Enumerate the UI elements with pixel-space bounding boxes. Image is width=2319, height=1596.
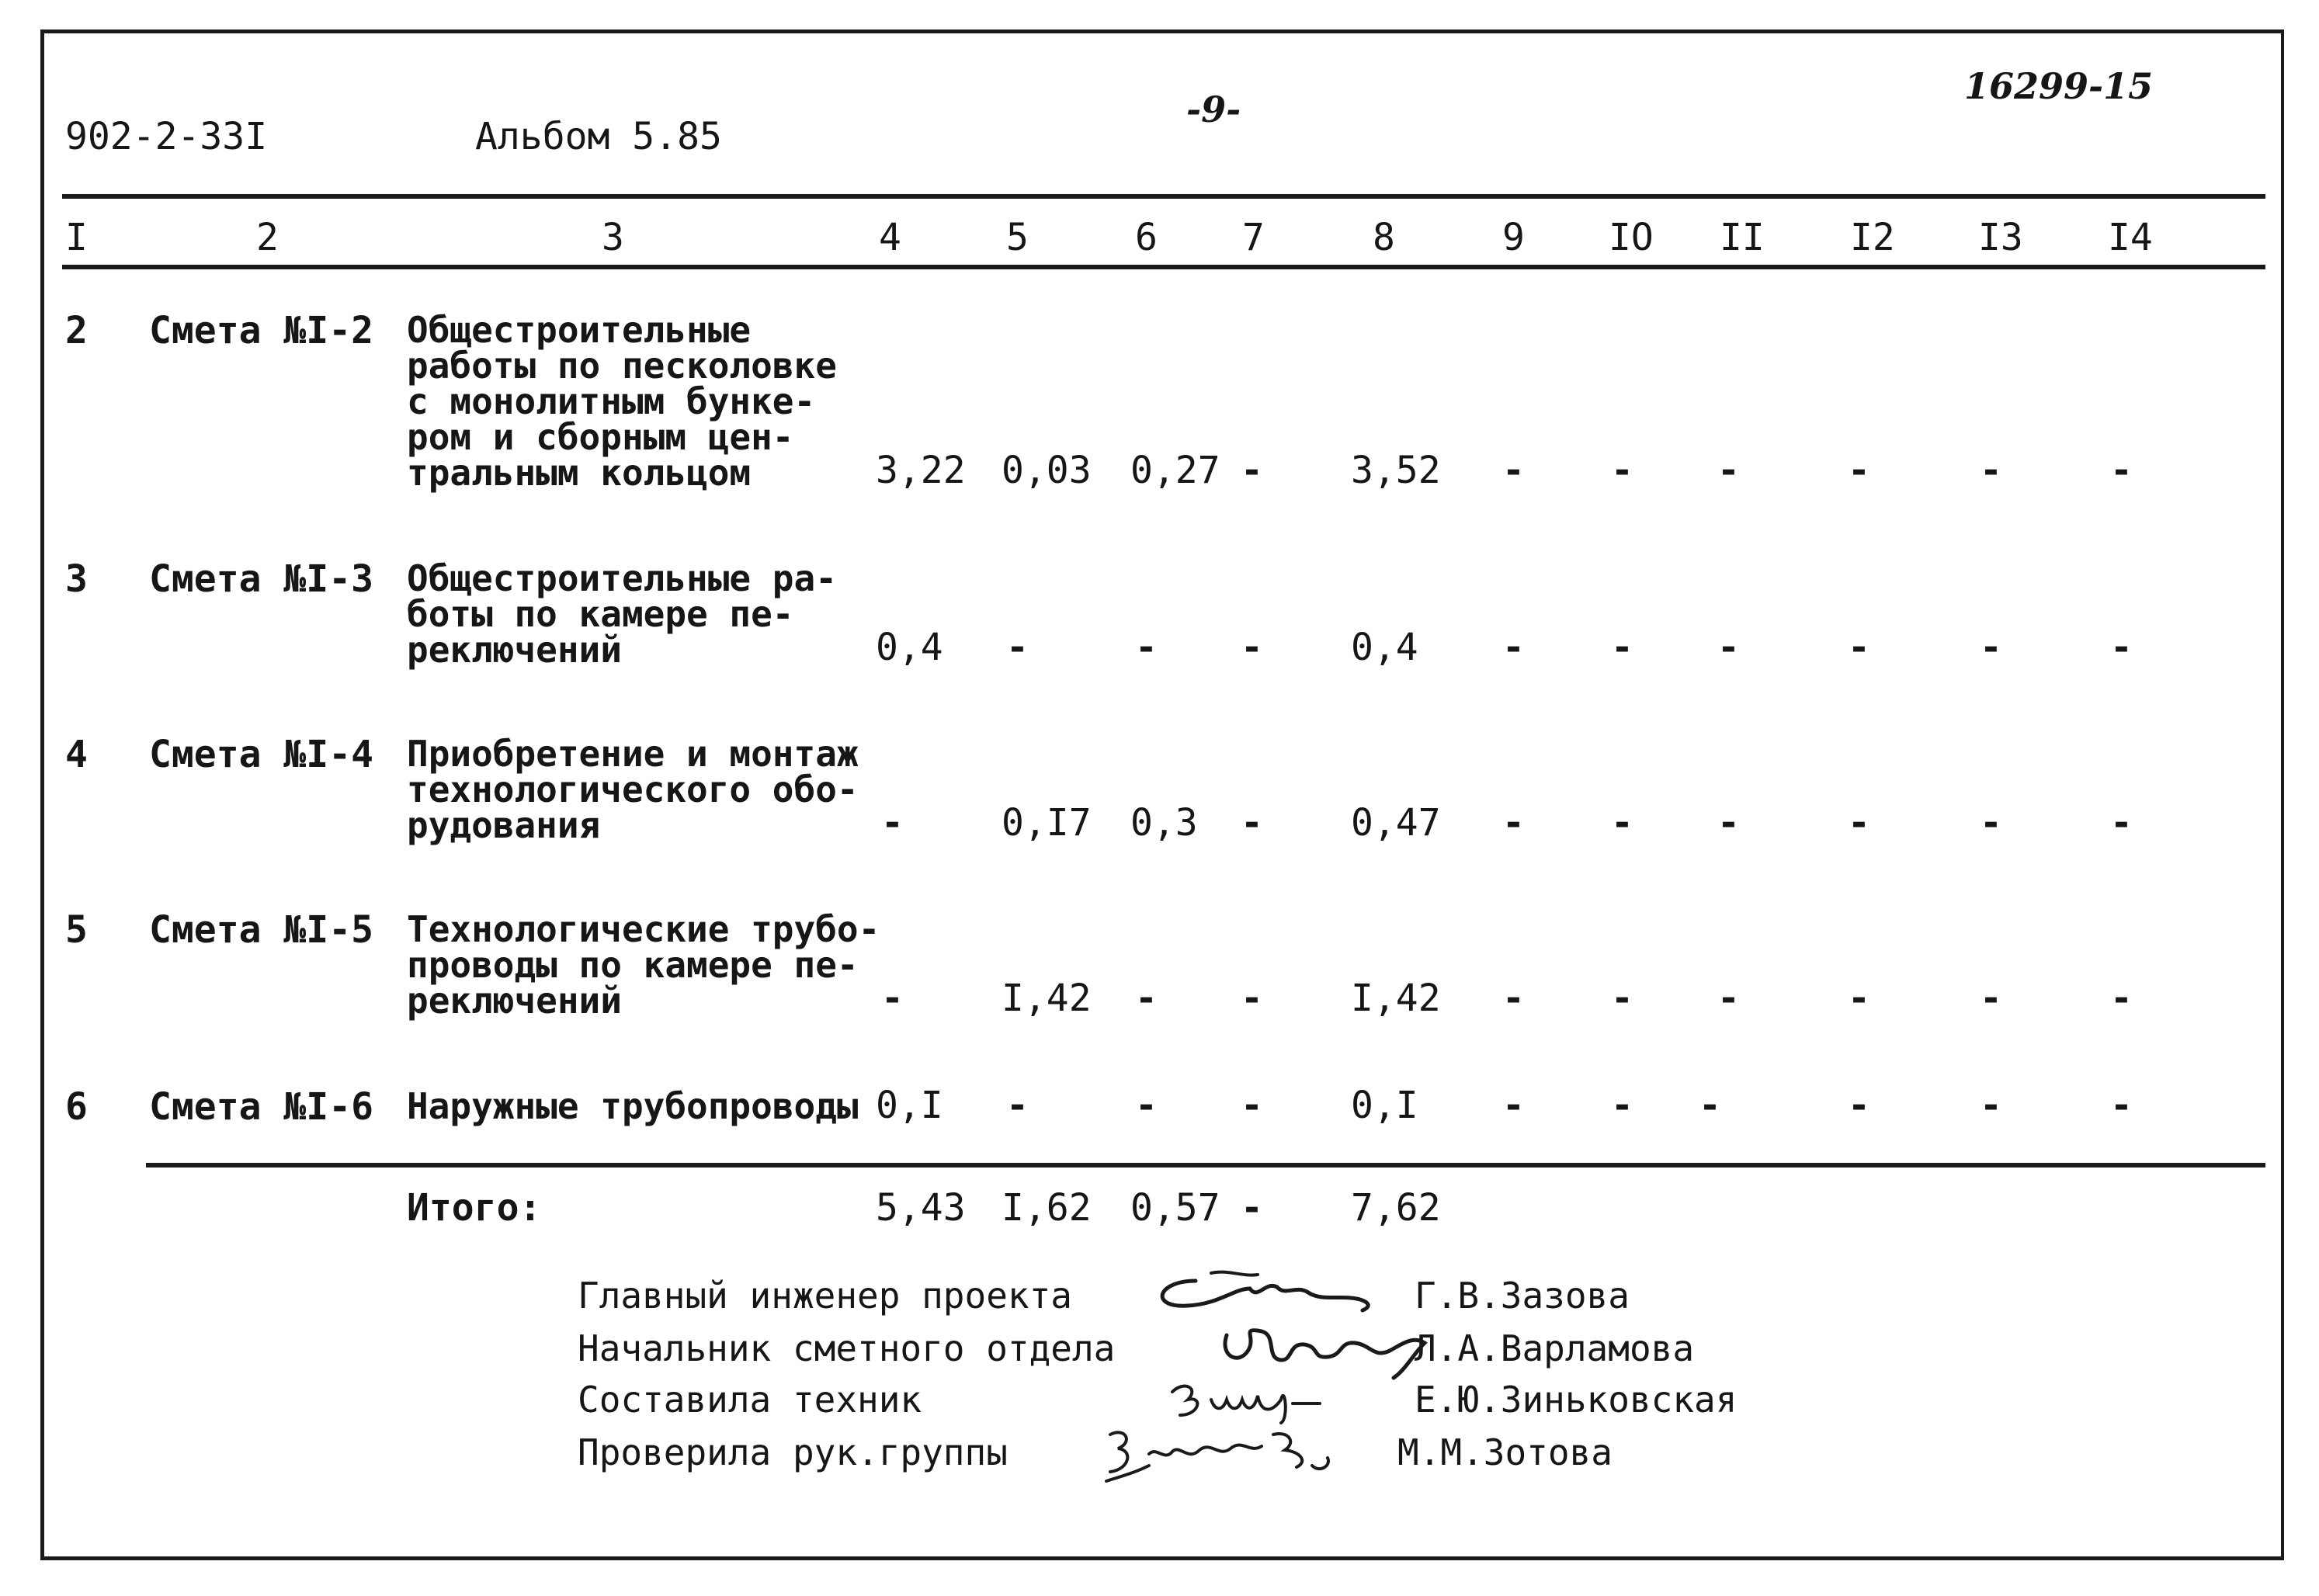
cost-value: - [1699,1084,1721,1127]
handwritten-signature [1095,1419,1351,1489]
signatory-name: Л.А.Варламова [1415,1327,1695,1369]
total-value: 0,57 [1130,1186,1220,1230]
cost-value: - [1980,1084,2002,1127]
cost-value: - [1980,977,2002,1020]
column-number: 4 [879,216,901,259]
cost-value: - [1980,449,2002,492]
estimate-reference: Смета №I-3 [149,557,373,601]
cost-value: - [1241,1084,1263,1127]
cost-value: - [881,977,904,1020]
cost-value: - [1006,626,1029,669]
row-number: 2 [65,309,88,352]
cost-value: 0,03 [1002,449,1092,492]
work-description-line: проводы по камере пе- [407,944,859,986]
signatory-role: Главный инженер проекта [578,1275,1072,1317]
cost-value: - [2110,626,2133,669]
cost-value: 0,3 [1130,801,1198,845]
cost-value: 0,27 [1130,449,1220,492]
page-frame [40,29,2284,1560]
cost-value: - [1848,449,1870,492]
signatory-name: М.М.Зотова [1397,1431,1613,1473]
row-number: 3 [65,557,88,601]
column-number: 9 [1502,216,1525,259]
cost-value: - [1611,449,1633,492]
cost-value: - [1980,801,2002,845]
cost-value: - [1241,626,1263,669]
cost-value: - [2110,801,2133,845]
work-description-line: ром и сборным цен- [407,416,794,458]
cost-value: - [1848,801,1870,845]
archive-stamp-number: 16299-15 [1964,65,2154,107]
cost-value: - [1241,977,1263,1020]
column-number: I4 [2108,216,2153,259]
work-description-line: работы по песколовке [407,345,837,387]
cost-value: - [1502,449,1525,492]
work-description-line: боты по камере пе- [407,593,794,635]
column-number: I3 [1978,216,2023,259]
work-description-line: реключений [407,980,622,1022]
total-value: 7,62 [1351,1186,1441,1230]
cost-value: 0,I [1351,1084,1418,1127]
cost-value: 0,4 [1351,626,1418,669]
estimate-reference: Смета №I-4 [149,733,373,776]
cost-value: - [1502,626,1525,669]
cost-value: - [2110,977,2133,1020]
signatory-name: Г.В.Зазова [1415,1275,1630,1317]
work-description-line: технологического обо- [407,769,859,810]
cost-value: - [1611,626,1633,669]
estimate-reference: Смета №I-6 [149,1085,373,1129]
row-number: 4 [65,733,88,776]
cost-value: - [1502,801,1525,845]
work-description-line: Общестроительные ра- [407,557,837,599]
cost-value: 0,I [876,1084,943,1127]
column-number: 7 [1242,216,1265,259]
total-value: I,62 [1002,1186,1092,1230]
cost-value: - [1611,1084,1633,1127]
row-number: 5 [65,908,88,952]
cost-value: - [1717,801,1740,845]
work-description-line: рудования [407,804,601,846]
cost-value: 0,I7 [1002,801,1092,845]
cost-value: - [1717,977,1740,1020]
cost-value: - [1717,449,1740,492]
cost-value: - [1241,449,1263,492]
column-number: 6 [1135,216,1158,259]
cost-value: 0,47 [1351,801,1441,845]
column-number: II [1720,216,1765,259]
work-description-line: Технологические трубо- [407,908,880,950]
header-bottom-rule [62,265,2265,269]
cost-value: - [2110,1084,2133,1127]
signatory-name: Е.Ю.Зиньковская [1415,1379,1738,1421]
cost-value: - [1611,977,1633,1020]
signatory-role: Проверила рук.группы [578,1431,1008,1473]
cost-value: - [1611,801,1633,845]
cost-value: - [1980,626,2002,669]
cost-value: - [1135,1084,1158,1127]
signatory-role: Составила техник [578,1379,922,1421]
page-number: -9- [1186,88,1241,130]
cost-value: - [1717,626,1740,669]
work-description-line: Общестроительные [407,309,752,351]
column-number: 3 [602,216,624,259]
work-description-line: с монолитным бунке- [407,380,816,422]
cost-value: - [1135,626,1158,669]
cost-value: - [1848,626,1870,669]
cost-value: 3,52 [1351,449,1441,492]
estimate-reference: Смета №I-2 [149,309,373,352]
column-number: I [65,216,88,259]
cost-value: - [2110,449,2133,492]
cost-value: 0,4 [876,626,943,669]
column-number: I2 [1850,216,1895,259]
total-value: 5,43 [876,1186,966,1230]
cost-value: - [1848,977,1870,1020]
estimate-reference: Смета №I-5 [149,908,373,952]
cost-value: - [1241,801,1263,845]
document-code: 902-2-33I [65,115,268,158]
column-number: 2 [256,216,279,259]
work-description-line: Приобретение и монтаж [407,733,859,775]
column-number: IO [1609,216,1654,259]
header-top-rule [62,194,2265,199]
cost-value: - [1848,1084,1870,1127]
column-number: 8 [1373,216,1395,259]
album-label: Альбом 5.85 [475,115,722,158]
cost-value: - [1135,977,1158,1020]
cost-value: I,42 [1351,977,1441,1020]
cost-value: 3,22 [876,449,966,492]
cost-value: - [881,801,904,845]
cost-value: - [1502,1084,1525,1127]
cost-value: - [1502,977,1525,1020]
handwritten-signature [1203,1312,1436,1382]
work-description-line: Наружные трубопроводы [407,1085,859,1127]
row-number: 6 [65,1085,88,1129]
work-description-line: тральным кольцом [407,452,752,494]
signatory-role: Начальник сметного отдела [578,1327,1116,1369]
total-value: - [1241,1186,1263,1230]
cost-value: - [1006,1084,1029,1127]
work-description-line: реключений [407,629,622,671]
total-label: Итого: [407,1186,542,1230]
total-rule [146,1163,2265,1168]
cost-value: I,42 [1002,977,1092,1020]
column-number: 5 [1006,216,1029,259]
